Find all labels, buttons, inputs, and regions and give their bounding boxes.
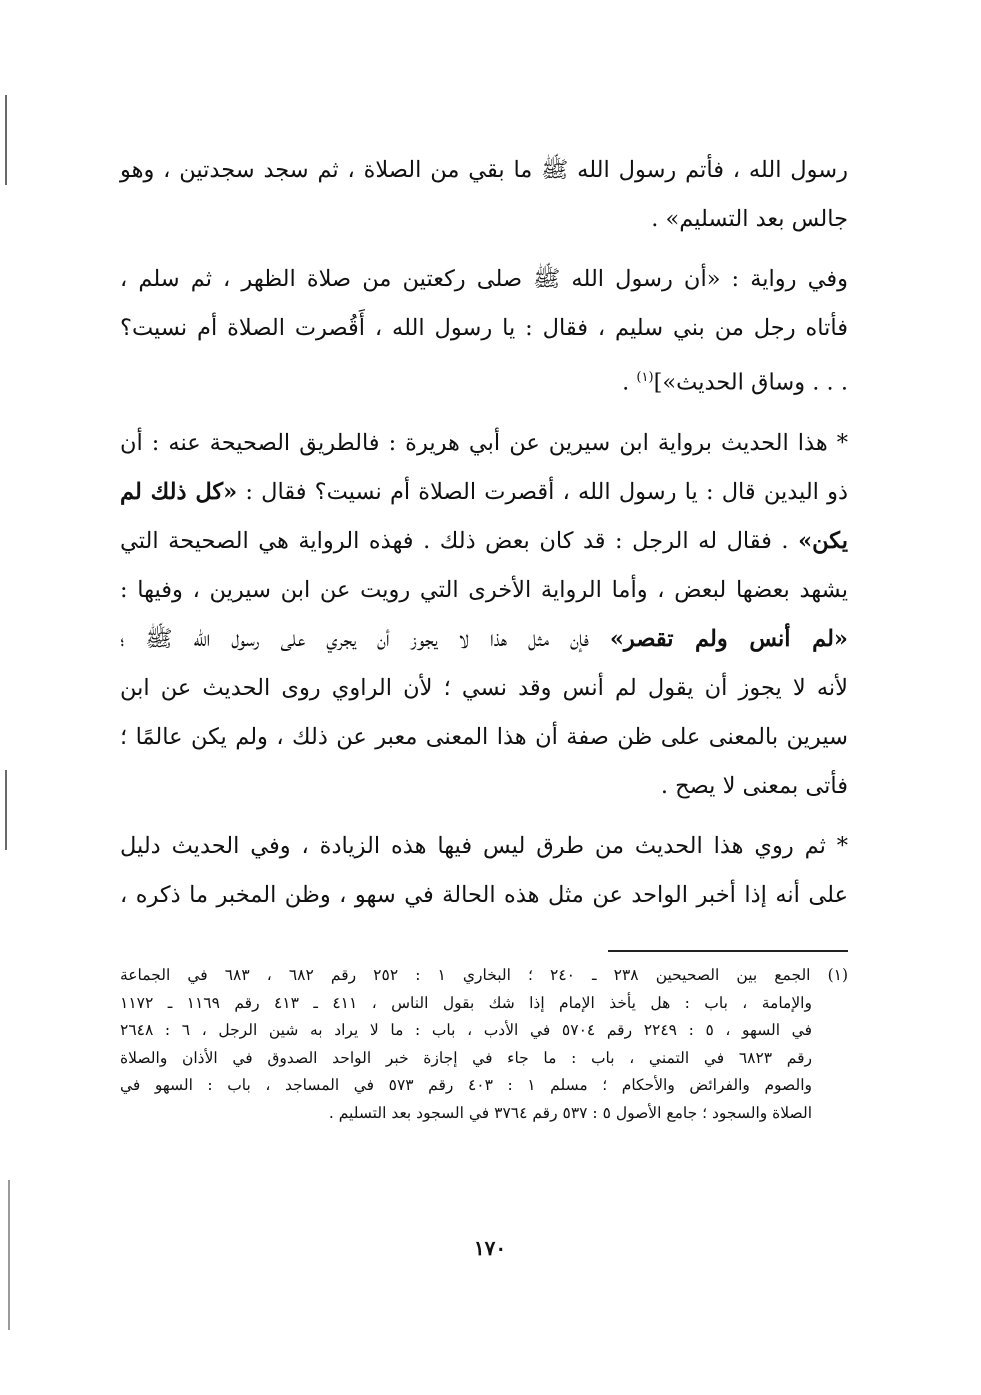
footnote-text: الجمع بين الصحيحين ٢٣٨ ـ ٢٤٠ ؛ البخاري ١ : ٢٥٢ رقم ٦٨٢ ، ٦٨٣ في الجماعة — [120, 966, 811, 984]
paragraph-1 — [120, 146, 848, 244]
text-line: ذو اليدين قال : يا رسول الله ، أقصرت الصلاة أم نسيت؟ فقال : «كل ذلك لم — [120, 478, 848, 505]
footnotes — [120, 962, 848, 1127]
text-line: سيرين بالمعنى على ظن صفة أن هذا المعنى معبر عن ذلك ، ولم يكن عالمًا ؛ — [120, 723, 848, 750]
footnote-line: والإمامة ، باب : هل يأخذ الإمام إذا شك بقول الناس ، ٤١١ ـ ٤١٣ رقم ١١٦٩ ـ ١١٧٢ — [120, 993, 812, 1012]
text-line: * هذا الحديث برواية ابن سيرين عن أبي هريرة : فالطريق الصحيحة عنه : أن — [120, 429, 848, 456]
text-fragment: . . . وساق الحديث»] — [653, 369, 848, 396]
paragraph-2 — [120, 255, 848, 408]
text-fragment: . — [622, 369, 637, 396]
emphasis: يكن» — [798, 527, 848, 554]
footnote-marker: (١) — [636, 370, 654, 385]
footnote-line: الصلاة والسجود ؛ جامع الأصول ٥ : ٥٣٧ رقم ٣٧٦٤ في السجود بعد التسليم . — [328, 1103, 812, 1122]
text-line: على أنه إذا أخبر الواحد عن مثل هذه الحالة في سهو ، وظن المخبر ما ذكره ، — [120, 881, 848, 908]
text-line: يشهد بعضها لبعض ، وأما الرواية الأخرى التي رويت عن ابن سيرين ، وفيها : — [120, 576, 848, 603]
text-line: فأتى بمعنى لا يصح . — [660, 772, 848, 799]
footnote-line: والصوم والفرائض والأحكام ؛ مسلم ١ : ٤٠٣ رقم ٥٧٣ في المساجد ، باب : السهو في — [120, 1076, 813, 1094]
text-line: «لم أنس ولم تقصر» فإن مثل هذا لا يجوز أن يجري على رسول الله ﷺ ؛ — [120, 625, 848, 652]
text-line: لأنه لا يجوز أن يقول لم أنس وقد نسي ؛ لأن الراوي روى الحديث عن ابن — [120, 674, 848, 701]
document-body — [120, 146, 848, 931]
footnote-line: في السهو ، ٥ : ٢٢٤٩ رقم ٥٧٠٤ في الأدب ، باب : ما لا يراد به شين الرجل ، ٦ : ٢٦٤٨ — [120, 1021, 812, 1039]
paragraph-3 — [120, 419, 848, 811]
text-line: رسول الله ، فأتم رسول الله ﷺ ما بقي من الصلاة ، ثم سجد سجدتين ، وهو — [120, 157, 848, 183]
emphasis: «لم أنس ولم تقصر» — [609, 625, 848, 652]
footnote-line — [120, 962, 848, 990]
text-line: * ثم روي هذا الحديث من طرق ليس فيها هذه الزيادة ، وفي الحديث دليل — [120, 832, 848, 859]
scan-edge-mark-top — [5, 95, 7, 185]
emphasis: «كل ذلك لم — [120, 478, 238, 505]
footnote-marker: (١) — [827, 966, 849, 984]
text-line-with-footnote — [120, 353, 848, 408]
text-line: وفي رواية : «أن رسول الله ﷺ صلى ركعتين من صلاة الظهر ، ثم سلم ، — [120, 266, 848, 292]
text-line: فأتاه رجل من بني سليم ، فقال : يا رسول الله ، أَقُصرت الصلاة أم نسيت؟ — [120, 315, 848, 341]
footnote-line: رقم ٦٨٢٣ في التمني ، باب : ما جاء في إجازة خبر الواحد الصدوق في الأذان والصلاة — [120, 1048, 812, 1067]
footnote-divider — [608, 950, 848, 952]
text-line: جالس بعد التسليم» . — [651, 206, 848, 232]
page-number: ١٧٠ — [473, 1236, 507, 1260]
scan-edge-mark-middle — [5, 770, 7, 850]
scan-edge-mark-bottom — [8, 1180, 10, 1330]
paragraph-4 — [120, 822, 848, 920]
text-line: يكن» . فقال له الرجل : قد كان بعض ذلك . فهذه الرواية هي الصحيحة التي — [120, 527, 848, 554]
